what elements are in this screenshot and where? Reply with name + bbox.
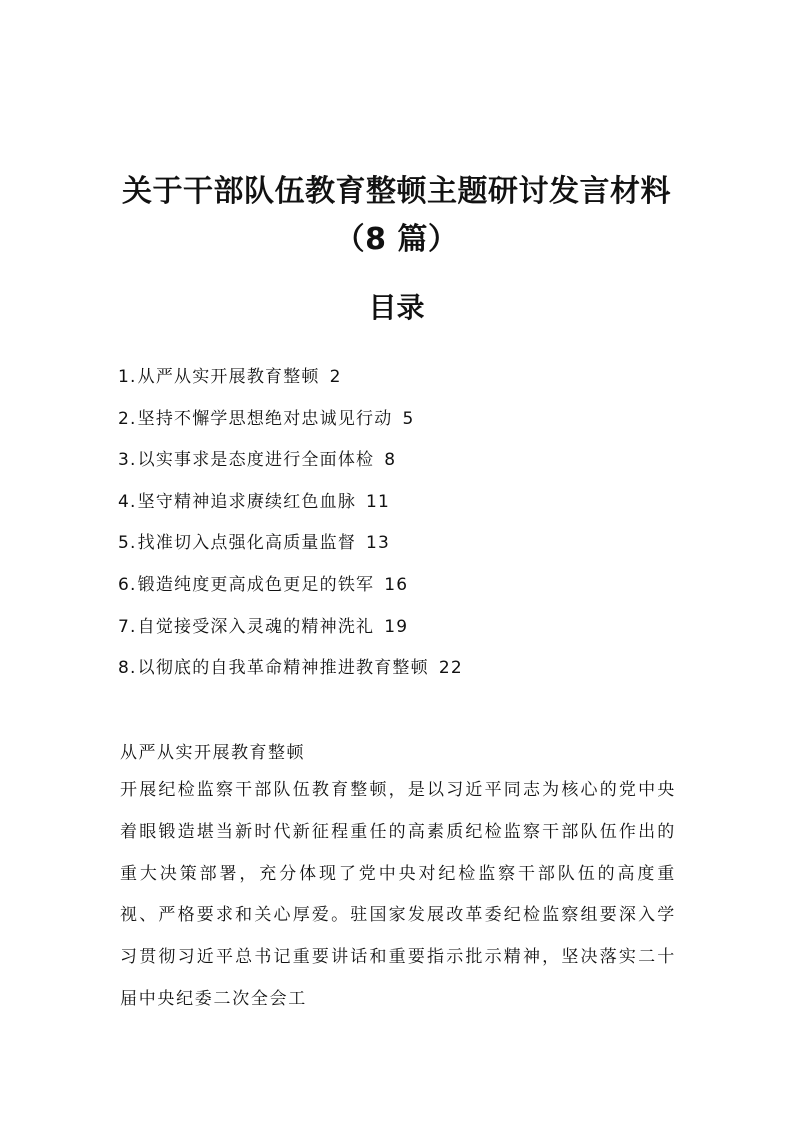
toc-item-page: 8 — [384, 450, 397, 471]
toc-item-number: 5. — [118, 533, 137, 554]
toc-item-number: 8. — [118, 658, 137, 679]
toc-item[interactable] — [118, 528, 463, 570]
toc-item-page: 22 — [438, 658, 463, 679]
toc-item-number: 7. — [118, 616, 137, 637]
toc-item-text: 坚守精神追求赓续红色血脉 — [137, 491, 357, 512]
toc-item-text: 找准切入点强化高质量监督 — [137, 533, 357, 554]
body-paragraph: 开展纪检监察干部队伍教育整顿，是以习近平同志为核心的党中央着眼锻造堪当新时代新征程重任的高素质纪检监察干部队伍作出的重大决策部署，充分体现了党中央对纪检监察干部队伍的高度重视、严格要求和关心厚爱。驻国家发展改革委纪检监察组要深入学习贯彻习近平总书记重要讲话和重要指示批示精神，坚决落实二十届中央纪委二次全会工 — [120, 780, 676, 1009]
toc-item-page: 16 — [384, 574, 409, 595]
toc-item-text: 自觉接受深入灵魂的精神洗礼 — [137, 616, 375, 637]
table-of-contents — [118, 362, 463, 695]
toc-item[interactable] — [118, 653, 463, 695]
toc-item-text: 坚持不懈学思想绝对忠诚见行动 — [137, 408, 393, 429]
toc-item-number: 1. — [118, 367, 137, 387]
toc-item-page: 11 — [366, 491, 391, 512]
toc-item[interactable] — [118, 487, 463, 529]
toc-item-page: 5 — [402, 408, 415, 429]
toc-item-number: 6. — [118, 574, 137, 595]
section-title: 从严从实开展教育整顿 — [120, 743, 305, 763]
toc-item[interactable] — [118, 445, 463, 487]
toc-item-number: 2. — [118, 408, 137, 429]
toc-item[interactable] — [118, 570, 463, 612]
toc-item[interactable] — [118, 404, 463, 446]
toc-item-number: 3. — [118, 450, 137, 471]
document-subtitle-count: （8 篇） — [334, 222, 459, 257]
toc-item-text: 以彻底的自我革命精神推进教育整顿 — [137, 658, 429, 679]
toc-item-page: 13 — [366, 533, 391, 554]
toc-item-page: 2 — [329, 367, 342, 387]
toc-item-text: 从严从实开展教育整顿 — [137, 367, 320, 387]
document-title: 关于干部队伍教育整顿主题研讨发言材料 — [122, 174, 671, 209]
toc-item-page: 19 — [384, 616, 409, 637]
toc-item[interactable] — [118, 612, 463, 654]
toc-item-text: 锻造纯度更高成色更足的铁军 — [137, 574, 375, 595]
toc-heading: 目录 — [368, 291, 425, 324]
toc-item-text: 以实事求是态度进行全面体检 — [137, 450, 375, 471]
toc-item-number: 4. — [118, 491, 137, 512]
toc-item[interactable] — [118, 362, 463, 404]
